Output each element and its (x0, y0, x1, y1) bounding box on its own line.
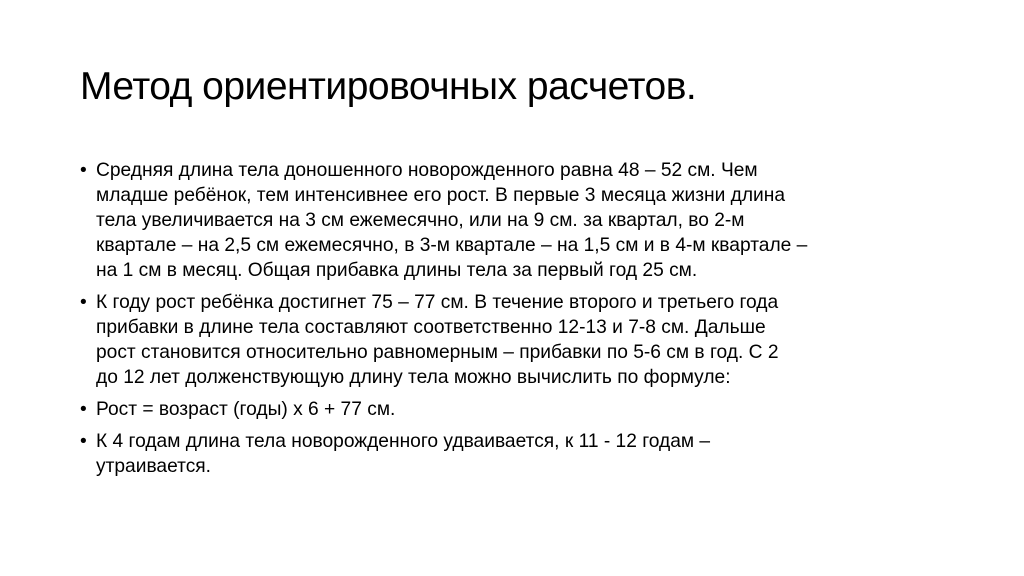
bullet-item-growth-by-year (80, 290, 960, 390)
text-line: К 4 годам длина тела новорожденного удваивается, к 11 - 12 годам – (96, 431, 711, 452)
bullet-list (80, 158, 960, 486)
text-line: до 12 лет долженствующую длину тела можно вычислить по формуле: (96, 367, 731, 388)
bullet-marker: • (80, 292, 87, 313)
bullet-item-doubling-tripling (80, 429, 960, 479)
text-line: утраивается. (96, 456, 212, 477)
bullet-marker: • (80, 431, 87, 452)
text-line: прибавки в длине тела составляют соответственно 12-13 и 7-8 см. Дальше (96, 317, 766, 338)
text-line: Рост = возраст (годы) х 6 + 77 см. (96, 399, 396, 420)
text-line: квартале – на 2,5 см ежемесячно, в 3-м квартале – на 1,5 см и в 4-м квартале – (96, 235, 808, 256)
text-line: на 1 см в месяц. Общая прибавка длины тела за первый год 25 см. (96, 260, 698, 281)
text-line: рост становится относительно равномерным – прибавки по 5-6 см в год. С 2 (96, 342, 779, 363)
text-line: младше ребёнок, тем интенсивнее его рост. В первые 3 месяца жизни длина (96, 185, 786, 206)
bullet-marker: • (80, 399, 87, 420)
slide-title: Метод ориентировочных расчетов. (80, 65, 697, 108)
bullet-item-newborn-length (80, 158, 960, 283)
text-line: К году рост ребёнка достигнет 75 – 77 см. В течение второго и третьего года (96, 292, 779, 313)
text-line: Средняя длина тела доношенного новорожденного равна 48 – 52 см. Чем (96, 160, 758, 181)
bullet-item-height-formula (80, 397, 960, 422)
text-line: тела увеличивается на 3 см ежемесячно, или на 9 см. за квартал, во 2-м (96, 210, 745, 231)
bullet-marker: • (80, 160, 87, 181)
